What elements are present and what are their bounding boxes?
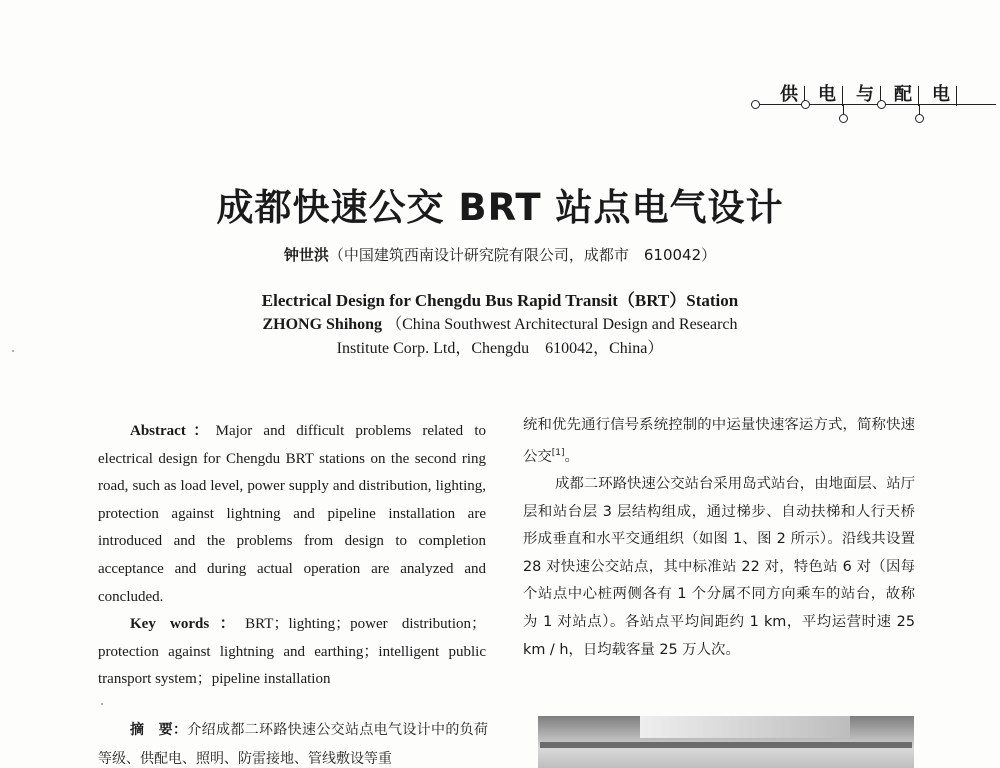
abstract-zh-text: 介绍成都二环路快速公交站点电气设计中的负荷等级、供配电、照明、防雷接地、管线敷设等重 <box>98 722 489 767</box>
author-name-zh: 钟世洪 <box>283 246 329 264</box>
article-title-en: Electrical Design for Chengdu Bus Rapid Transit（BRT）Station <box>261 291 739 310</box>
author-affiliation-zh: （中国建筑西南设计研究院有限公司，成都市 610042） <box>328 246 717 264</box>
english-abstract <box>98 418 486 694</box>
header-node <box>915 114 924 123</box>
keywords-label: Key words： <box>130 616 246 633</box>
abstract-label: Abstract： <box>130 423 216 439</box>
chinese-abstract <box>98 716 488 768</box>
section-header-char: 配 <box>894 84 912 105</box>
header-left-node <box>751 100 760 109</box>
section-header <box>770 84 960 108</box>
author-name-en: ZHONG Shihong <box>262 316 383 333</box>
header-node <box>839 114 848 123</box>
author-line-zh <box>0 244 1000 265</box>
body-paragraph-1-end: 。 <box>564 448 579 465</box>
station-photo-building <box>640 716 850 738</box>
abstract-text: Major and difficult problems related to electrical design for Chengdu BRT stations on the second ring road, such as load level, power supply and distribution, lighting, protection against lightning and pipeline installation are introduced and the problems from design to completion acceptance and during actual operation are analyzed and concluded. <box>98 423 486 605</box>
speck <box>101 703 103 705</box>
section-header-char: 供 <box>780 84 798 105</box>
citation-ref: [1] <box>551 447 565 458</box>
author-block-en <box>0 313 1000 361</box>
article-title-zh: 成都快速公交 BRT 站点电气设计 <box>216 186 784 229</box>
keywords-text: BRT；lighting；power distribution；protection against lightning and earthing；intelligent public transport system；pipeline installation <box>98 616 486 688</box>
body-paragraph-2: 成都二环路快速公交站台采用岛式站台，由地面层、站厅层和站台层 3 层结构组成，通过梯步、自动扶梯和人行天桥形成垂直和水平交通组织（如图 1、图 2 所示）。沿线共设置 28 对快速公交站点，其中标准站 22 对，特色站 6 对（因每个站点中心桩两侧各有 1 个分属不同方向乘车的站台，故称为 1 对站点）。各站点平均间距约 1 km，平均运营时速 25 km / h，日均载客量 25 万人次。 <box>523 475 915 658</box>
body-paragraph-1: 统和优先通行信号系统控制的中运量快速客运方式，简称快速公交 <box>523 417 915 465</box>
section-header-char: 与 <box>856 84 874 105</box>
body-text <box>523 412 915 664</box>
section-header-char: 电 <box>818 84 836 105</box>
abstract-zh-label: 摘 要： <box>130 722 188 738</box>
station-photo-platform <box>540 742 912 748</box>
author-affiliation-en-line2: Institute Corp. Ltd，Chengdu 610042，China） <box>336 340 664 357</box>
section-header-char: 电 <box>932 84 950 105</box>
author-affiliation-en-line1: （China Southwest Architectural Design and Research <box>386 316 738 333</box>
speck <box>12 350 14 352</box>
